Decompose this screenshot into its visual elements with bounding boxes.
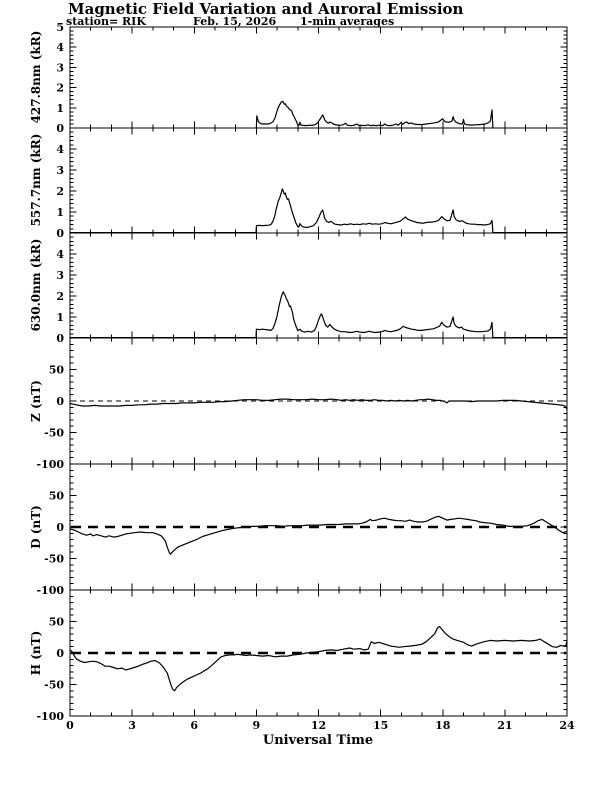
averages-label: 1-min averages: [300, 15, 395, 28]
series-line-5: [70, 516, 567, 554]
y-tick-label: 0: [56, 521, 64, 534]
x-tick-label: 15: [372, 719, 389, 732]
chart-title: Magnetic Field Variation and Auroral Emission: [68, 0, 464, 18]
y-tick-label: 50: [48, 615, 64, 629]
x-tick-label: 24: [559, 719, 575, 732]
y-axis-label-557nm: 557.7nm (kR): [29, 133, 43, 227]
y-tick-label: 4: [56, 248, 64, 261]
x-tick-label: 9: [252, 719, 261, 732]
y-tick-label: 3: [56, 164, 64, 177]
y-axis-label-427nm: 427.8nm (kR): [29, 30, 43, 124]
series-line-3: [70, 292, 567, 338]
y-tick-label: 0: [56, 227, 64, 240]
y-tick-label: 1: [56, 101, 64, 115]
series-line-2: [70, 189, 567, 233]
y-tick-label: 0: [56, 122, 64, 135]
y-tick-label: 3: [56, 269, 64, 282]
y-tick-label: -100: [36, 458, 64, 471]
y-tick-label: -100: [36, 584, 64, 597]
x-tick-label: 3: [128, 719, 136, 732]
x-axis-label: Universal Time: [262, 733, 374, 748]
x-tick-label: 12: [310, 719, 327, 732]
y-tick-label: -50: [44, 552, 64, 566]
y-axis-label-630nm: 630.0nm (kR): [29, 238, 43, 332]
y-tick-label: 2: [56, 290, 64, 303]
y-tick-label: 0: [56, 332, 64, 345]
y-tick-label: 2: [56, 185, 64, 198]
y-tick-label: 0: [56, 647, 64, 660]
y-tick-label: 5: [56, 21, 64, 34]
x-tick-label: 6: [190, 719, 199, 732]
y-axis-label-z: Z (nT): [29, 380, 43, 422]
x-tick-label: 18: [435, 719, 451, 732]
y-tick-label: 1: [56, 311, 64, 324]
y-tick-label: -100: [36, 710, 64, 723]
y-tick-label: 0: [56, 395, 64, 408]
x-tick-label: 0: [66, 719, 74, 732]
y-axis-label-h: H (nT): [29, 630, 43, 676]
y-tick-label: 1: [56, 206, 64, 219]
x-tick-label: 21: [497, 719, 513, 732]
y-tick-label: -50: [44, 426, 64, 440]
date-label: Feb. 15, 2026: [193, 15, 277, 28]
y-tick-label: 2: [56, 81, 64, 95]
y-tick-label: 50: [48, 489, 64, 503]
y-tick-label: -50: [44, 678, 64, 692]
y-tick-label: 4: [56, 143, 64, 156]
y-axis-label-d: D (nT): [29, 505, 43, 549]
y-tick-label: 50: [48, 363, 64, 377]
y-tick-label: 3: [56, 61, 64, 75]
station-label: station= RIK: [66, 15, 146, 28]
series-line-1: [256, 101, 493, 127]
series-line-6: [70, 627, 567, 691]
y-tick-label: 4: [56, 41, 64, 55]
